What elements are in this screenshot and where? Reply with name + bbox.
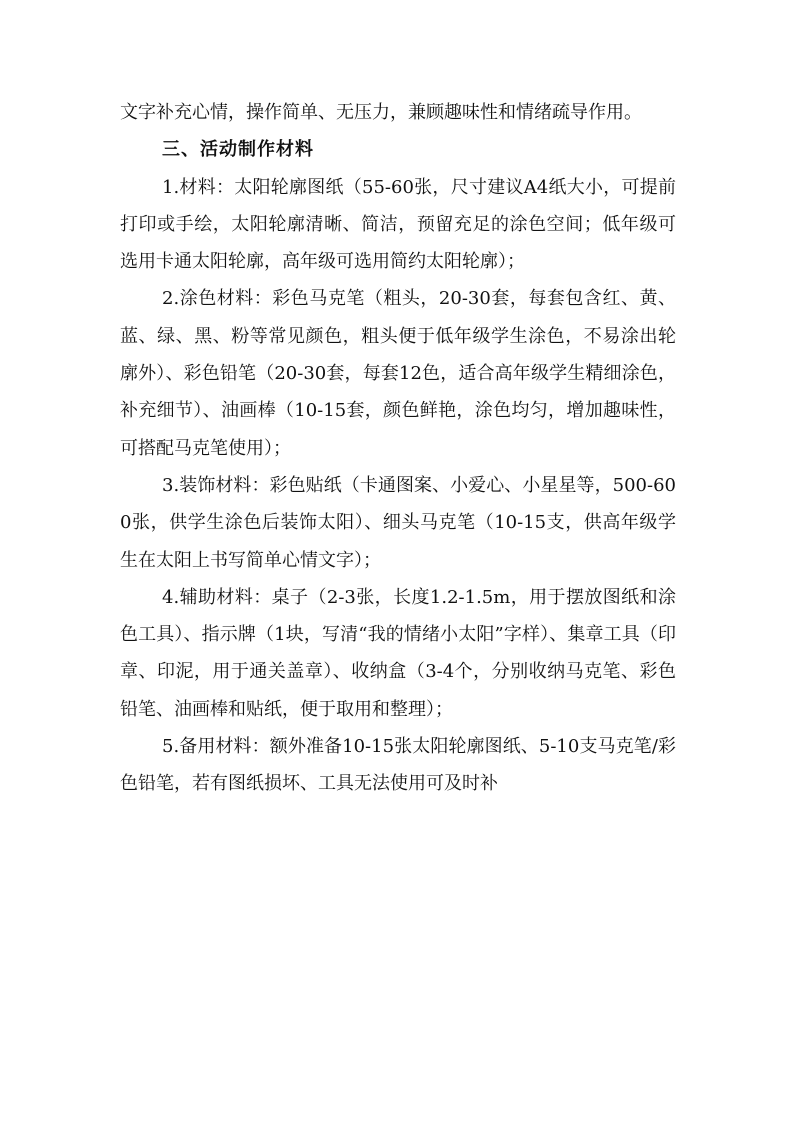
section-heading: 三、活动制作材料 [162,139,314,161]
list-item-auxiliary-materials: 4.辅助材料：桌子（2-3张，长度1.2-1.5m，用于摆放图纸和涂色工具）、指示牌（1块，写清“我的情绪小太阳”字样）、集章工具（印章、印泥，用于通关盖章）、收纳盒（3-4个，分别收纳马克笔、彩色铅笔、油画棒和贴纸，便于取用和整理）； [120,586,676,720]
list-item-coloring-materials: 2.涂色材料：彩色马克笔（粗头，20-30套，每套包含红、黄、蓝、绿、黑、粉等常见颜色，粗头便于低年级学生涂色，不易涂出轮廓外）、彩色铅笔（20-30套，每套12色，适合高年级学生精细涂色，补充细节）、油画棒（10-15套，颜色鲜艳，涂色均匀，增加趣味性，可搭配马克笔使用）； [120,288,676,459]
list-item-decoration-materials: 3.装饰材料：彩色贴纸（卡通图案、小爱心、小星星等，500-600张，供学生涂色后装饰太阳）、细头马克笔（10-15支，供高年级学生在太阳上书写简单心情文字）； [120,474,676,571]
continuation-paragraph: 文字补充心情，操作简单、无压力，兼顾趣味性和情绪疏导作用。 [120,102,642,123]
document-body [120,94,676,803]
list-item-materials: 1.材料：太阳轮廓图纸（55-60张，尺寸建议A4纸大小，可提前打印或手绘，太阳轮廓清晰、简洁，预留充足的涂色空间；低年级可选用卡通太阳轮廓，高年级可选用简约太阳轮廓）； [120,176,676,273]
list-item-spare-materials: 5.备用材料：额外准备10-15张太阳轮廓图纸、5-10支马克笔/彩色铅笔，若有图纸损坏、工具无法使用可及时补 [120,736,676,795]
